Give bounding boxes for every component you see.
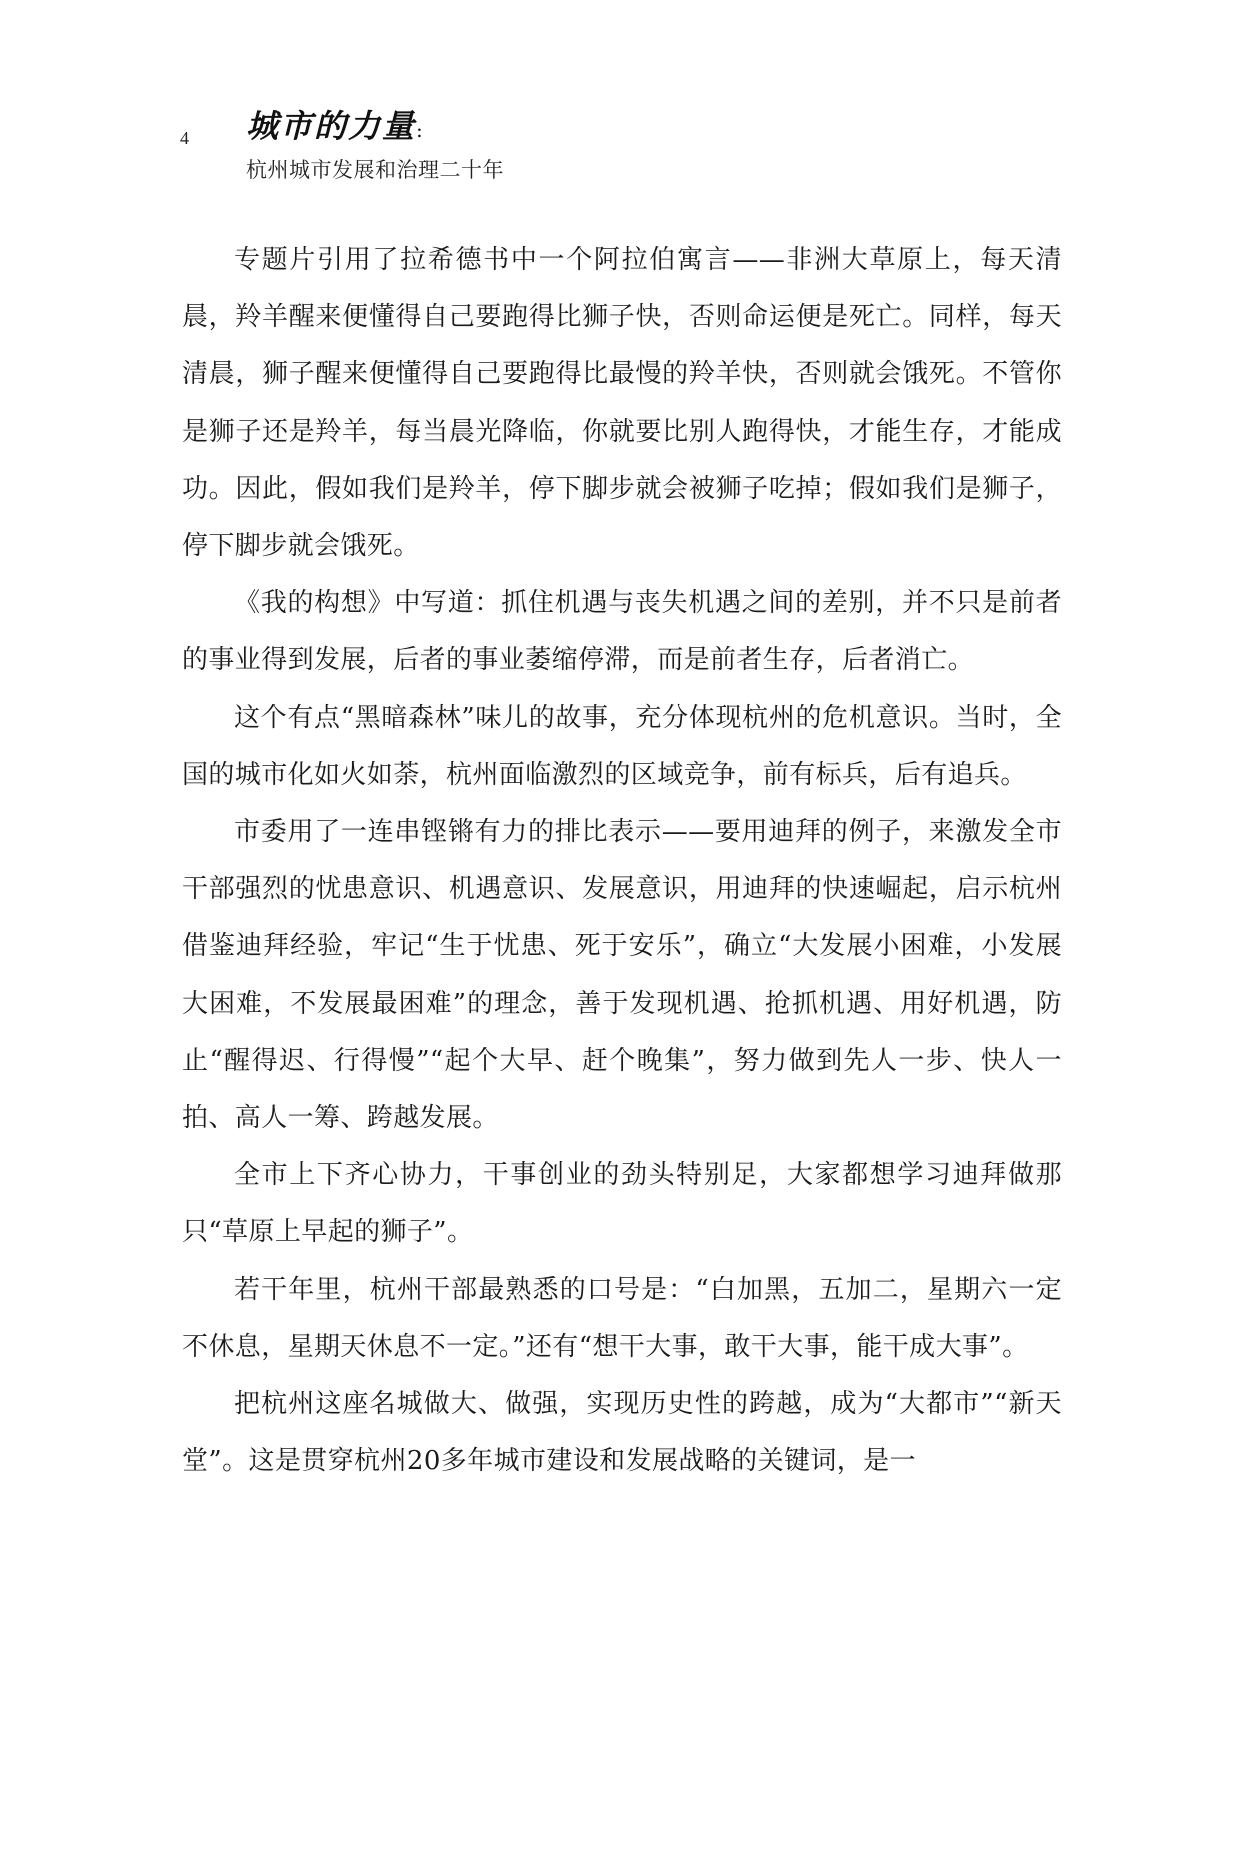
paragraph: 全市上下齐心协力，干事创业的劲头特别足，大家都想学习迪拜做那只“草原上早起的狮子”。 [182,1160,1062,1248]
book-title-text: 城市的力量 [246,107,417,145]
book-title-colon: : [416,118,425,142]
paragraph: 《我的构想》中写道：抓住机遇与丧失机遇之间的差别，并不只是前者的事业得到发展，后者的事业萎缩停滞，而是前者生存，后者消亡。 [182,588,1062,676]
page-number: 4 [180,128,189,148]
book-title [246,108,504,148]
body-text [182,232,1062,1490]
paragraph: 市委用了一连串铿锵有力的排比表示——要用迪拜的例子，来激发全市干部强烈的忧患意识、机遇意识、发展意识，用迪拜的快速崛起，启示杭州借鉴迪拜经验，牢记“生于忧患、死于安乐”，确立“大发展小困难，小发展大困难，不发展最困难”的理念，善于发现机遇、抢抓机遇、用好机遇，防止“醒得迟、行得慢”“起个大早、赶个晚集”，努力做到先人一步、快人一拍、高人一筹、跨越发展。 [182,817,1062,1134]
book-subtitle: 杭州城市发展和治理二十年 [246,158,504,182]
paragraph: 专题片引用了拉希德书中一个阿拉伯寓言——非洲大草原上，每天清晨，羚羊醒来便懂得自己要跑得比狮子快，否则命运便是死亡。同样，每天清晨，狮子醒来便懂得自己要跑得比最慢的羚羊快，否则就会饿死。不管你是狮子还是羚羊，每当晨光降临，你就要比别人跑得快，才能生存，才能成功。因此，假如我们是羚羊，停下脚步就会被狮子吃掉；假如我们是狮子，停下脚步就会饿死。 [182,245,1062,562]
paragraph: 这个有点“黑暗森林”味儿的故事，充分体现杭州的危机意识。当时，全国的城市化如火如荼，杭州面临激烈的区域竞争，前有标兵，后有追兵。 [182,702,1062,790]
paragraph: 若干年里，杭州干部最熟悉的口号是：“白加黑，五加二，星期六一定不休息，星期天休息不一定。”还有“想干大事，敢干大事，能干成大事”。 [182,1274,1062,1362]
running-head [246,108,504,184]
paragraph: 把杭州这座名城做大、做强，实现历史性的跨越，成为“大都市”“新天堂”。这是贯穿杭州20多年城市建设和发展战略的关键词，是一 [182,1389,1062,1477]
